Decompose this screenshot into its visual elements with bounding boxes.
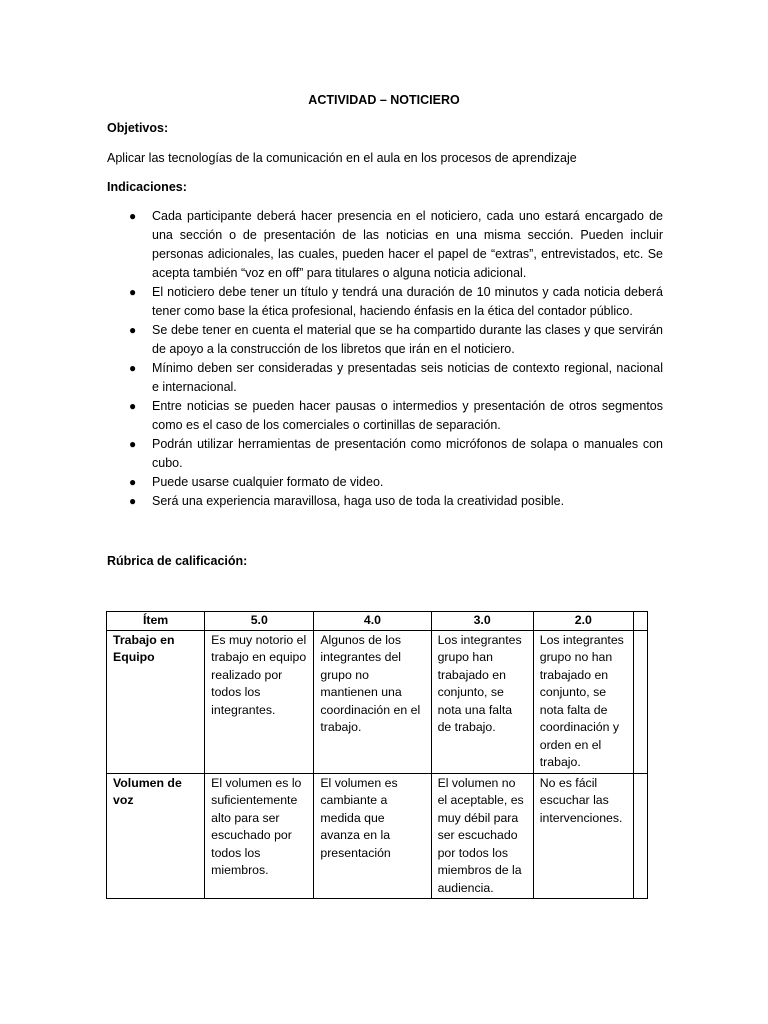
list-item [107,492,663,511]
table-cell: Es muy notorio el trabajo en equipo realizado por todos los integrantes. [205,630,314,773]
table-cell [633,773,647,899]
bullet-icon: ● [129,494,137,508]
table-header-row [107,612,648,631]
table-cell: Los integrantes grupo no han trabajado en conjunto, se nota falta de coordinación y orden en el trabajo. [533,630,633,773]
bullet-text: Cada participante deberá hacer presencia en el noticiero, cada uno estará encargado de una sección o de presentación de las noticias en una misma sección. Pueden incluir personas adicionales, las cuales, pueden hacer el papel de “extras”, entrevistados, etc. Se acepta también “voz en off” para titulares o alguna noticia adicional. [152,209,663,280]
page-title: ACTIVIDAD – NOTICIERO [308,93,460,107]
list-item [107,359,663,397]
column-header: 5.0 [205,612,314,631]
list-item [107,321,663,359]
table-cell: El volumen no el aceptable, es muy débil para ser escuchado por todos los miembros de la audiencia. [431,773,533,899]
table-cell: No es fácil escuchar las intervenciones. [533,773,633,899]
column-header: 3.0 [431,612,533,631]
bullet-text: Puede usarse cualquier formato de video. [152,475,384,489]
bullet-icon: ● [129,437,137,451]
table-cell: Trabajo en Equipo [107,630,205,773]
list-item [107,473,663,492]
table-cell: Algunos de los integrantes del grupo no mantienen una coordinación en el trabajo. [314,630,431,773]
bullet-icon: ● [129,285,137,299]
bullet-icon: ● [129,475,137,489]
bullet-icon: ● [129,323,137,337]
column-header: 4.0 [314,612,431,631]
bullet-text: El noticiero debe tener un título y tendrá una duración de 10 minutos y cada noticia deberá tener como base la ética profesional, haciendo énfasis en la ética del contador público. [152,285,663,318]
objective-text: Aplicar las tecnologías de la comunicación en el aula en los procesos de aprendizaje [107,151,577,165]
bullet-text: Será una experiencia maravillosa, haga uso de toda la creatividad posible. [152,494,565,508]
table-cell [633,630,647,773]
table-cell: Volumen de voz [107,773,205,899]
objectives-heading: Objetivos: [107,121,169,135]
indications-list [107,207,663,511]
table-cell: El volumen es lo suficientemente alto para ser escuchado por todos los miembros. [205,773,314,899]
list-item [107,435,663,473]
list-item [107,207,663,283]
rubric-table [106,611,648,899]
rubric-heading: Rúbrica de calificación: [107,554,248,568]
column-header: 2.0 [533,612,633,631]
bullet-text: Entre noticias se pueden hacer pausas o intermedios y presentación de otros segmentos como es el caso de los comerciales o cortinillas de separación. [152,399,663,432]
column-header: Ítem [107,612,205,631]
bullet-icon: ● [129,399,137,413]
table-row [107,630,648,773]
table-cell: El volumen es cambiante a medida que avanza en la presentación [314,773,431,899]
bullet-text: Podrán utilizar herramientas de presentación como micrófonos de solapa o manuales con cubo. [152,437,663,470]
indications-heading: Indicaciones: [107,180,187,194]
table-row [107,773,648,899]
list-item [107,283,663,321]
bullet-icon: ● [129,361,137,375]
bullet-icon: ● [129,209,137,223]
bullet-text: Mínimo deben ser consideradas y presentadas seis noticias de contexto regional, nacional e internacional. [152,361,663,394]
table-cell: Los integrantes grupo han trabajado en conjunto, se nota una falta de trabajo. [431,630,533,773]
column-header [633,612,647,631]
bullet-text: Se debe tener en cuenta el material que se ha compartido durante las clases y que servirán de apoyo a la construcción de los libretos que irán en el noticiero. [152,323,663,356]
list-item [107,397,663,435]
